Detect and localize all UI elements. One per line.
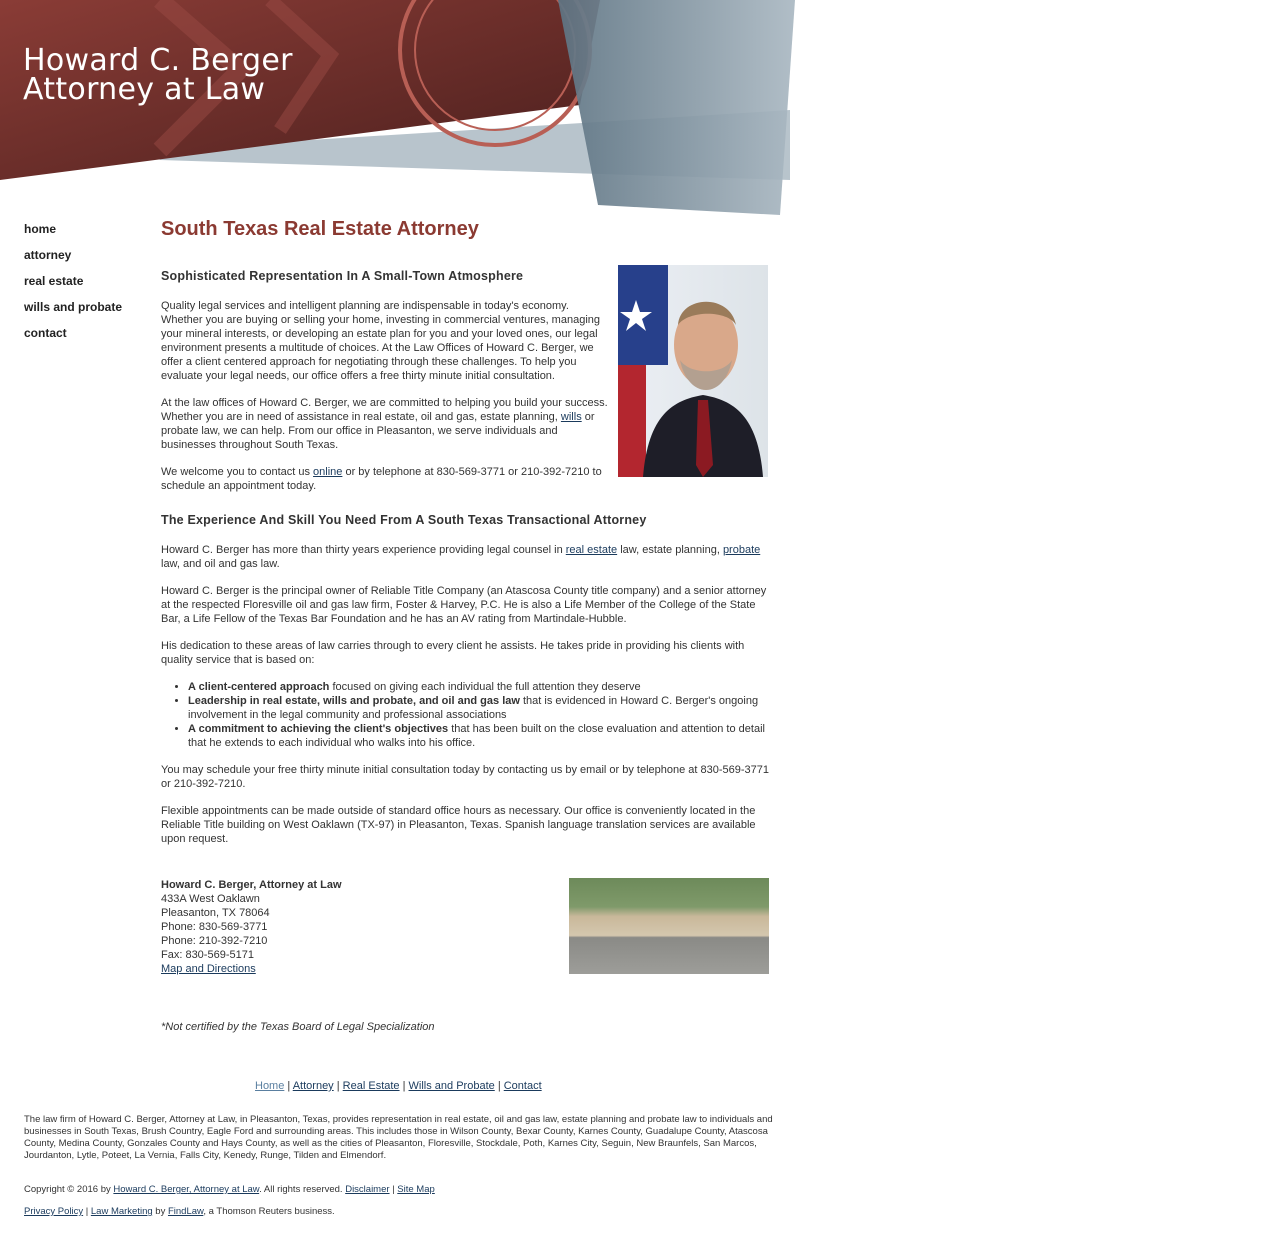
experience-paragraph <box>161 543 775 571</box>
list-item: • Leadership in real estate, wills and probate, and oil and gas law that is evidenced in Howard C. Berger's ongoing involvement in the legal community and professional associations <box>188 694 775 722</box>
section-heading-2: The Experience And Skill You Need From A South Texas Transactional Attorney <box>161 513 647 527</box>
portrait-image <box>618 265 768 477</box>
disclaimer-link[interactable]: Disclaimer <box>345 1184 390 1195</box>
header-banner <box>0 0 800 220</box>
footer-contact-link[interactable]: Contact <box>503 1080 542 1092</box>
main-content <box>161 214 775 1047</box>
header-graphic <box>0 0 800 220</box>
dedication-paragraph: His dedication to these areas of law carries through to every client he assists. He takes pride in providing his clients with quality service that is based on: <box>161 640 745 666</box>
section-heading-1: Sophisticated Representation In A Small-Town Atmosphere <box>161 269 524 283</box>
schedule-paragraph: You may schedule your free thirty minute initial consultation today by contacting us by email or by telephone at 830-569-3771 or 210-392-7210. <box>161 764 770 790</box>
text: Howard C. Berger has more than thirty years experience providing legal counsel in <box>161 544 566 556</box>
nav-real-estate[interactable]: real estate <box>24 274 84 288</box>
privacy-policy-link[interactable]: Privacy Policy <box>24 1206 84 1217</box>
list-item: • A client-centered approach focused on giving each individual the full attention they deserve <box>188 680 775 694</box>
office-name: Howard C. Berger, Attorney at Law <box>161 879 342 891</box>
text: or probate law, we can help. From our office in Pleasanton, we serve individuals and businesses throughout South Texas. <box>161 411 595 451</box>
law-marketing-link[interactable]: Law Marketing <box>90 1206 153 1217</box>
footer-nav <box>255 1080 542 1092</box>
probate-link[interactable]: probate <box>722 544 761 556</box>
separator: | <box>497 1080 501 1092</box>
findlaw-credit: Privacy Policy | Law Marketing by FindLaw, a Thomson Reuters business. <box>24 1206 335 1217</box>
text: law, and oil and gas law. <box>161 558 280 570</box>
title-line-1: Howard C. Berger <box>23 43 293 78</box>
office-fax: Fax: 830-569-5171 <box>161 949 254 961</box>
map-directions-link[interactable]: Map and Directions <box>161 963 256 975</box>
online-link[interactable]: online <box>313 466 343 478</box>
nav-contact[interactable]: contact <box>24 326 67 340</box>
wills-link[interactable]: wills <box>560 411 582 423</box>
footer-wills-probate-link[interactable]: Wills and Probate <box>408 1080 495 1092</box>
site-map-link[interactable]: Site Map <box>397 1184 435 1195</box>
footer-attorney-link[interactable]: Attorney <box>292 1080 334 1092</box>
appointments-paragraph: Flexible appointments can be made outside of standard office hours as necessary. Our office is conveniently located in the Reliable Title building on West Oaklawn (TX-97) in Pleasanton, Texas. Spanish language translation services are available upon request. <box>161 805 756 845</box>
footer-home-link[interactable]: Home <box>255 1080 285 1092</box>
office-info <box>161 878 775 976</box>
text: At the law offices of Howard C. Berger, we are committed to helping you build your success. Whether you are in need of assistance in real estate, oil and gas, estate planning, <box>161 397 608 423</box>
text: law, estate planning, <box>617 544 723 556</box>
office-phone-2: Phone: 210-392-7210 <box>161 935 268 947</box>
copyright: Copyright © 2016 by Howard C. Berger, Attorney at Law. All rights reserved. Disclaimer | Site Map <box>24 1184 435 1195</box>
findlaw-link[interactable]: FindLaw <box>167 1206 204 1217</box>
firm-link[interactable]: Howard C. Berger, Attorney at Law <box>113 1184 260 1195</box>
qualities-list <box>161 680 775 750</box>
separator: | <box>402 1080 406 1092</box>
sidebar-nav <box>24 216 122 346</box>
text: or by telephone at 830-569-3771 or 210-392-7210 to schedule an appointment today. <box>161 466 602 492</box>
list-item: • A commitment to achieving the client's objectives that has been built on the close evaluation and attention to detail that he extends to each individual who walks into his office. <box>188 722 775 750</box>
nav-wills-and-probate[interactable]: wills and probate <box>24 300 123 314</box>
footer-description: The law firm of Howard C. Berger, Attorney at Law, in Pleasanton, Texas, provides representation in real estate, oil and gas law, estate planning and probate law to individuals and businesses in South Texas, Brush Country, Eagle Ford and surrounding areas. This includes those in Wilson County, Bexar County, Karnes County, Guadalupe County, Atascosa County, Medina County, Gonzales County and Hays County, as well as the cities of Pleasanton, Floresville, Stockdale, Poth, Karnes City, Seguin, New Braunfels, San Marcos, Jourdanton, Lytle, Poteet, La Vernia, Falls City, Kenedy, Runge, Tilden and Elmendorf. <box>24 1114 773 1161</box>
text: We welcome you to contact us <box>161 466 314 478</box>
intro-paragraph: Quality legal services and intelligent planning are indispensable in today's economy. Whether you are buying or selling your home, investing in commercial ventures, managing your mineral interests, or developing an estate plan for you and your loved ones, our legal environment presents a multitude of choices. At the Law Offices of Howard C. Berger, we offer a client centered approach for negotiating through these challenges. To help you evaluate your legal needs, our office offers a free thirty minute initial consultation. <box>161 300 600 382</box>
separator: | <box>336 1080 340 1092</box>
certification-note: *Not certified by the Texas Board of Legal Specialization <box>161 1021 435 1033</box>
real-estate-link[interactable]: real estate <box>565 544 618 556</box>
nav-home[interactable]: home <box>24 222 57 236</box>
title-line-2: Attorney at Law <box>23 72 266 107</box>
office-street: 433A West Oaklawn <box>161 893 260 905</box>
separator: | <box>287 1080 291 1092</box>
nav-attorney[interactable]: attorney <box>24 248 72 262</box>
credentials-paragraph: Howard C. Berger is the principal owner of Reliable Title Company (an Atascosa County title company) and a senior attorney at the respected Floresville oil and gas law firm, Foster & Harvey, P.C. He is also a Life Member of the College of the State Bar, a Life Fellow of the Texas Bar Foundation and he has an AV rating from Martindale-Hubble. <box>161 585 767 625</box>
attorney-portrait <box>618 265 768 477</box>
office-building-photo <box>569 878 769 974</box>
office-phone-1: Phone: 830-569-3771 <box>161 921 268 933</box>
page-title: South Texas Real Estate Attorney <box>161 218 479 240</box>
site-title[interactable] <box>23 43 293 107</box>
office-city: Pleasanton, TX 78064 <box>161 907 270 919</box>
footer-real-estate-link[interactable]: Real Estate <box>342 1080 400 1092</box>
